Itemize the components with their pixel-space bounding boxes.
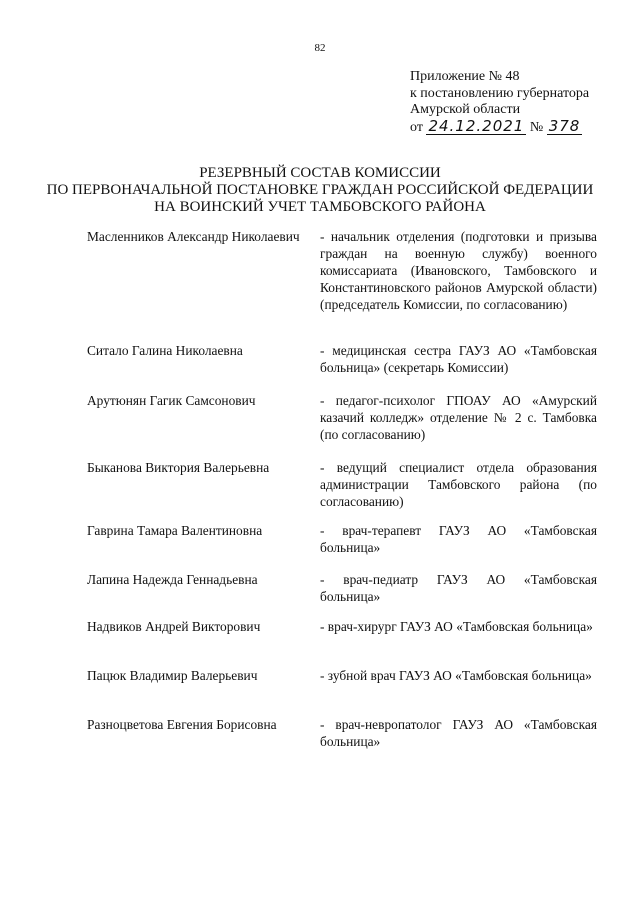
- member-name: Арутюнян Гагик Самсонович: [87, 393, 256, 408]
- appendix-line-2: к постановлению губернатора: [410, 85, 590, 101]
- title-line-2: ПО ПЕРВОНАЧАЛЬНОЙ ПОСТАНОВКЕ ГРАЖДАН РОССИЙСКОЙ ФЕДЕРАЦИИ: [46, 182, 594, 198]
- member-role: - начальник отделения (подготовки и призыва граждан на военную службу) военного комиссариата (Ивановского, Тамбовского и Константиновского районов Амурской области) (председатель Комиссии, по согласованию): [320, 229, 597, 312]
- member-role: - зубной врач ГАУЗ АО «Тамбовская больница»: [320, 668, 592, 683]
- appendix-line-3: Амурской области: [410, 102, 521, 117]
- member-role: - врач-хирург ГАУЗ АО «Тамбовская больница»: [320, 619, 593, 634]
- member-name: Лапина Надежда Геннадьевна: [87, 572, 258, 587]
- member-role: - врач-невропатолог ГАУЗ АО «Тамбовская больница»: [320, 717, 597, 749]
- member-role: - врач-педиатр ГАУЗ АО «Тамбовская больница»: [320, 572, 597, 604]
- member-name: Пацюк Владимир Валерьевич: [87, 668, 258, 683]
- title-line-3: НА ВОИНСКИЙ УЧЕТ ТАМБОВСКОГО РАЙОНА: [154, 199, 486, 215]
- member-role: - ведущий специалист отдела образования администрации Тамбовского района (по согласованию): [320, 460, 597, 509]
- appendix-header: [410, 69, 589, 136]
- appendix-line-1: Приложение № 48: [410, 69, 520, 84]
- handwritten-date: 24.12.2021: [428, 116, 525, 135]
- member-name: Надвиков Андрей Викторович: [87, 619, 261, 634]
- appendix-date-line: [410, 116, 589, 137]
- document-title: [0, 165, 640, 216]
- handwritten-number: 378: [548, 116, 581, 135]
- page-number: 82: [314, 42, 326, 54]
- member-name: Разноцветова Евгения Борисовна: [87, 717, 277, 732]
- title-line-1: РЕЗЕРВНЫЙ СОСТАВ КОМИССИИ: [199, 165, 441, 181]
- member-name: Масленников Александр Николаевич: [87, 229, 300, 244]
- number-prefix: №: [529, 119, 544, 135]
- member-name: Быканова Виктория Валерьевна: [87, 460, 270, 475]
- member-name: Ситало Галина Николаевна: [87, 343, 243, 358]
- member-role: - педагог-психолог ГПОАУ АО «Амурский казачий колледж» отделение № 2 с. Тамбовка (по согласованию): [320, 393, 597, 442]
- member-name: Гаврина Тамара Валентиновна: [87, 523, 263, 538]
- member-role: - медицинская сестра ГАУЗ АО «Тамбовская больница» (секретарь Комиссии): [320, 343, 597, 375]
- date-prefix: от: [410, 119, 423, 135]
- member-role: - врач-терапевт ГАУЗ АО «Тамбовская больница»: [320, 523, 597, 555]
